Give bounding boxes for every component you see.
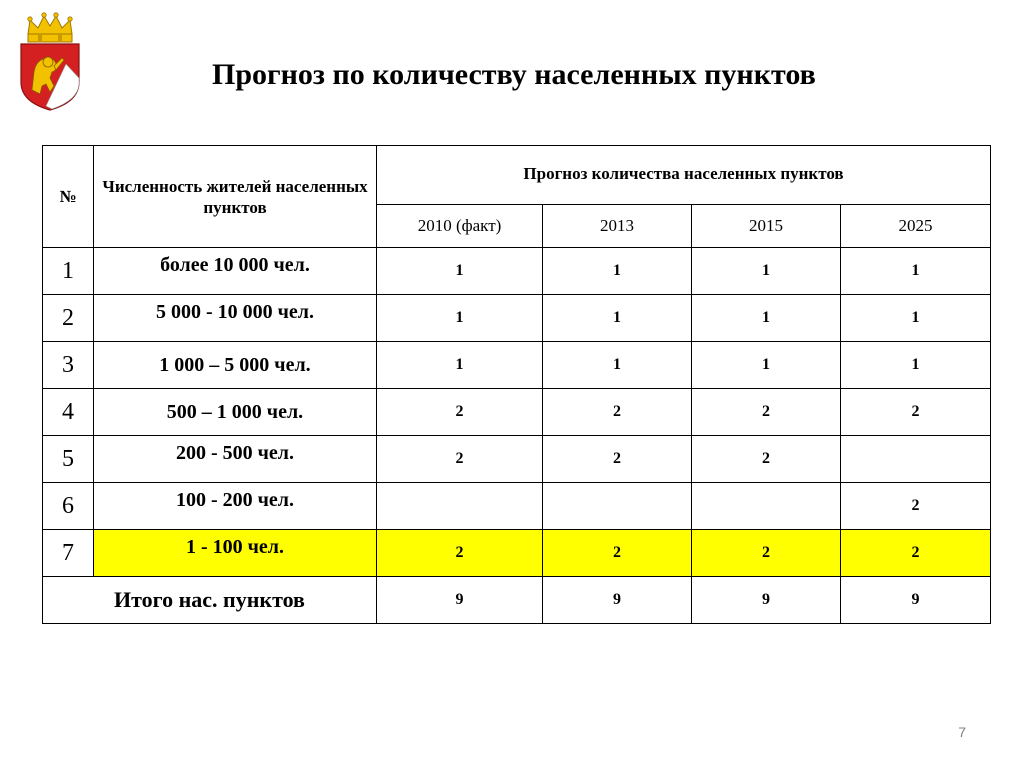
row-value-2025 xyxy=(841,436,991,483)
row-value-2015: 1 xyxy=(692,295,841,342)
total-value-2025: 9 xyxy=(841,577,991,624)
row-value-2015: 1 xyxy=(692,342,841,389)
row-number: 7 xyxy=(43,530,94,577)
page-title: Прогноз по количеству населенных пунктов xyxy=(212,58,816,91)
row-value-2013: 1 xyxy=(543,248,692,295)
row-number: 3 xyxy=(43,342,94,389)
row-number: 5 xyxy=(43,436,94,483)
header-number: № xyxy=(43,146,94,248)
row-number: 6 xyxy=(43,483,94,530)
row-value-2013: 1 xyxy=(543,295,692,342)
row-value-2013: 2 xyxy=(543,389,692,436)
row-value-2015: 2 xyxy=(692,436,841,483)
row-population-range: 1 - 100 чел. xyxy=(94,530,377,577)
row-population-range: 200 - 500 чел. xyxy=(94,436,377,483)
row-value-2010 xyxy=(377,483,543,530)
header-year-2015: 2015 xyxy=(692,205,841,248)
table-row xyxy=(43,248,991,295)
row-value-2015: 1 xyxy=(692,248,841,295)
row-population-range: 500 – 1 000 чел. xyxy=(94,389,377,436)
row-value-2025: 2 xyxy=(841,530,991,577)
header-year-2013: 2013 xyxy=(543,205,692,248)
row-value-2013: 2 xyxy=(543,436,692,483)
crown-icon xyxy=(28,13,72,42)
page-number: 7 xyxy=(958,724,966,740)
table-row xyxy=(43,389,991,436)
table-row xyxy=(43,483,991,530)
row-value-2010: 2 xyxy=(377,436,543,483)
row-value-2013 xyxy=(543,483,692,530)
row-value-2010: 1 xyxy=(377,295,543,342)
table-total-row xyxy=(43,577,991,624)
row-number: 1 xyxy=(43,248,94,295)
row-value-2010: 2 xyxy=(377,530,543,577)
row-value-2025: 1 xyxy=(841,342,991,389)
forecast-table xyxy=(42,145,991,624)
total-label: Итого нас. пунктов xyxy=(43,577,377,624)
table-row xyxy=(43,436,991,483)
row-value-2010: 2 xyxy=(377,389,543,436)
row-value-2025: 1 xyxy=(841,295,991,342)
row-value-2015: 2 xyxy=(692,530,841,577)
header-forecast: Прогноз количества населенных пунктов xyxy=(377,146,991,205)
table-row-highlighted xyxy=(43,530,991,577)
row-value-2010: 1 xyxy=(377,248,543,295)
header-year-2010: 2010 (факт) xyxy=(377,205,543,248)
row-value-2025: 2 xyxy=(841,389,991,436)
row-population-range: 100 - 200 чел. xyxy=(94,483,377,530)
row-value-2015 xyxy=(692,483,841,530)
row-population-range: 1 000 – 5 000 чел. xyxy=(94,342,377,389)
header-population: Численность жителей населенных пунктов xyxy=(94,146,377,248)
row-value-2025: 1 xyxy=(841,248,991,295)
row-population-range: более 10 000 чел. xyxy=(94,248,377,295)
row-value-2015: 2 xyxy=(692,389,841,436)
total-value-2015: 9 xyxy=(692,577,841,624)
coat-of-arms-icon xyxy=(16,12,84,112)
header-year-2025: 2025 xyxy=(841,205,991,248)
total-value-2013: 9 xyxy=(543,577,692,624)
row-value-2025: 2 xyxy=(841,483,991,530)
row-number: 4 xyxy=(43,389,94,436)
table-row xyxy=(43,295,991,342)
table-row xyxy=(43,342,991,389)
row-value-2013: 1 xyxy=(543,342,692,389)
row-population-range: 5 000 - 10 000 чел. xyxy=(94,295,377,342)
table-header-row xyxy=(43,146,991,205)
total-value-2010: 9 xyxy=(377,577,543,624)
row-value-2013: 2 xyxy=(543,530,692,577)
row-value-2010: 1 xyxy=(377,342,543,389)
row-number: 2 xyxy=(43,295,94,342)
